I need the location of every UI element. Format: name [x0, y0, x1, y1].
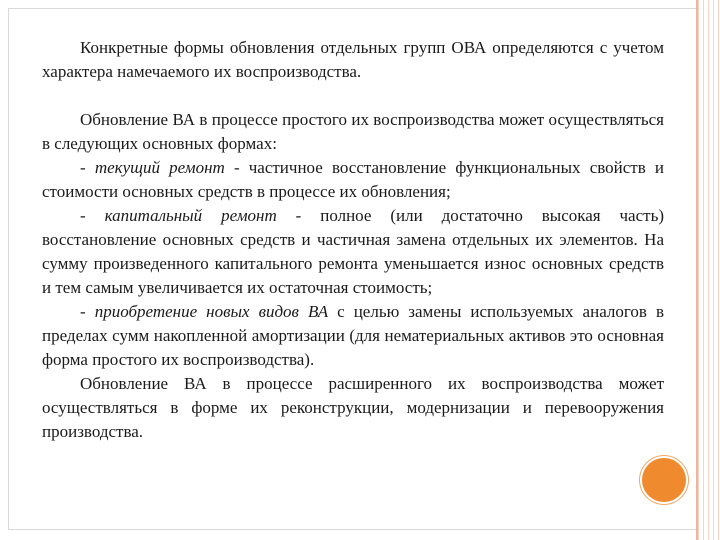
list-item-current-repair	[42, 156, 664, 204]
item-prefix: -	[80, 206, 105, 225]
intro-paragraph: Конкретные формы обновления отдельных групп ОВА определяются с учетом характера намечаемого их воспроизводства.	[42, 38, 664, 81]
item-text: - частичное восстановление функциональных свойств и стоимости основных средств в процессе их обновления;	[42, 158, 664, 201]
term-current-repair: текущий ремонт	[94, 158, 225, 177]
decorative-stripe	[698, 0, 720, 540]
term-capital-repair: капитальный ремонт	[104, 206, 277, 225]
list-item-new-assets	[42, 300, 664, 372]
extended-reproduction-paragraph: Обновление ВА в процессе расширенного их воспроизводства может осуществляться в форме их реконструкции, модернизации и перевооружения производства.	[42, 374, 664, 441]
term-new-assets: приобретение новых видов ВА	[94, 302, 329, 321]
orange-circle-decoration	[642, 458, 686, 502]
decorative-stripe-line	[696, 0, 698, 540]
item-prefix: -	[80, 302, 95, 321]
slide-content	[42, 36, 664, 444]
item-text: - полное (или достаточно высокая часть) восстановление основных средств и частичная замена отдельных их элементов. На сумму произведенного капитального ремонта уменьшается износ основных средств и тем самым увеличивается их остаточная стоимость;	[42, 206, 664, 297]
item-prefix: -	[80, 158, 95, 177]
paragraph-gap	[42, 84, 664, 108]
simple-reproduction-intro: Обновление ВА в процессе простого их воспроизводства может осуществляться в следующих основных формах:	[42, 110, 664, 153]
list-item-capital-repair	[42, 204, 664, 300]
item-text: с целью замены используемых аналогов в пределах сумм накопленной амортизации (для нематериальных активов это основная форма простого их воспроизводства).	[42, 302, 664, 369]
